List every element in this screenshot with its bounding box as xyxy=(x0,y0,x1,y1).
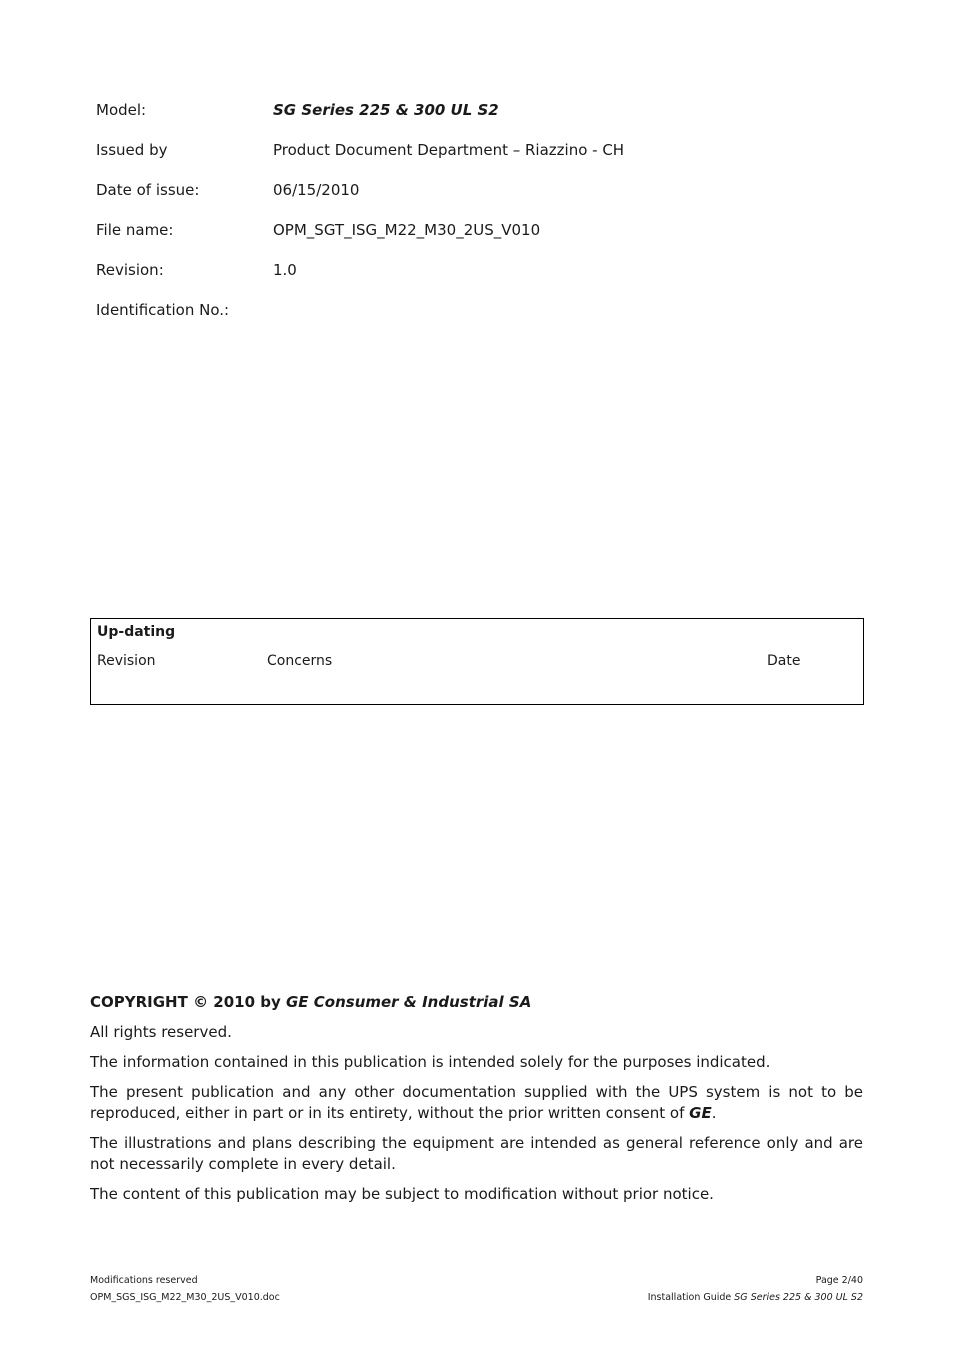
rights-reserved-text: All rights reserved. xyxy=(90,1023,232,1041)
footer-right xyxy=(648,1275,863,1304)
issued-by-label: Issued by xyxy=(96,141,168,159)
copyright-section xyxy=(90,992,863,1214)
column-header-date: Date xyxy=(767,653,801,669)
reproduction-text: The present publication and any other documentation supplied with the UPS system is not to be reproduced, either in part or in its entirety, without the prior written consent of xyxy=(90,1083,863,1122)
column-header-concerns: Concerns xyxy=(267,653,333,669)
footer-guide-prefix: Installation Guide xyxy=(647,1292,735,1303)
intended-use-paragraph: The information contained in this publication is intended solely for the purposes indicated. xyxy=(90,1053,771,1071)
date-of-issue-value: 06/15/2010 xyxy=(273,181,360,199)
footer-guide-title xyxy=(648,1292,863,1304)
illustrations-paragraph: The illustrations and plans describing the equipment are intended as general reference only and are not necessarily complete in every detail. xyxy=(90,1134,863,1173)
revision-label: Revision: xyxy=(96,261,164,279)
file-name-label: File name: xyxy=(96,221,174,239)
copyright-title xyxy=(90,992,863,1012)
model-label: Model: xyxy=(96,101,147,119)
footer-page-number: Page 2/40 xyxy=(815,1275,863,1286)
reproduction-paragraph xyxy=(90,1082,863,1124)
footer-filename: OPM_SGS_ISG_M22_M30_2US_V010.doc xyxy=(90,1292,280,1303)
footer-guide-model: SG Series 225 & 300 UL S2 xyxy=(734,1292,863,1303)
reproduction-end: . xyxy=(711,1104,717,1122)
updating-table xyxy=(90,618,864,705)
footer-modifications: Modifications reserved xyxy=(90,1275,198,1286)
ge-brand: GE xyxy=(689,1104,712,1122)
copyright-company: GE Consumer & Industrial SA xyxy=(286,993,532,1011)
modification-paragraph: The content of this publication may be subject to modification without prior notice. xyxy=(90,1185,714,1203)
identification-label: Identification No.: xyxy=(96,301,230,319)
updating-title: Up-dating xyxy=(97,624,176,640)
model-value: SG Series 225 & 300 UL S2 xyxy=(273,101,499,119)
issued-by-value: Product Document Department – Riazzino - CH xyxy=(273,141,625,159)
date-of-issue-label: Date of issue: xyxy=(96,181,200,199)
column-header-revision: Revision xyxy=(97,653,156,669)
copyright-prefix: COPYRIGHT © 2010 by xyxy=(90,993,286,1011)
revision-value: 1.0 xyxy=(273,261,297,279)
file-name-value: OPM_SGT_ISG_M22_M30_2US_V010 xyxy=(273,221,541,239)
footer-left xyxy=(90,1275,280,1304)
